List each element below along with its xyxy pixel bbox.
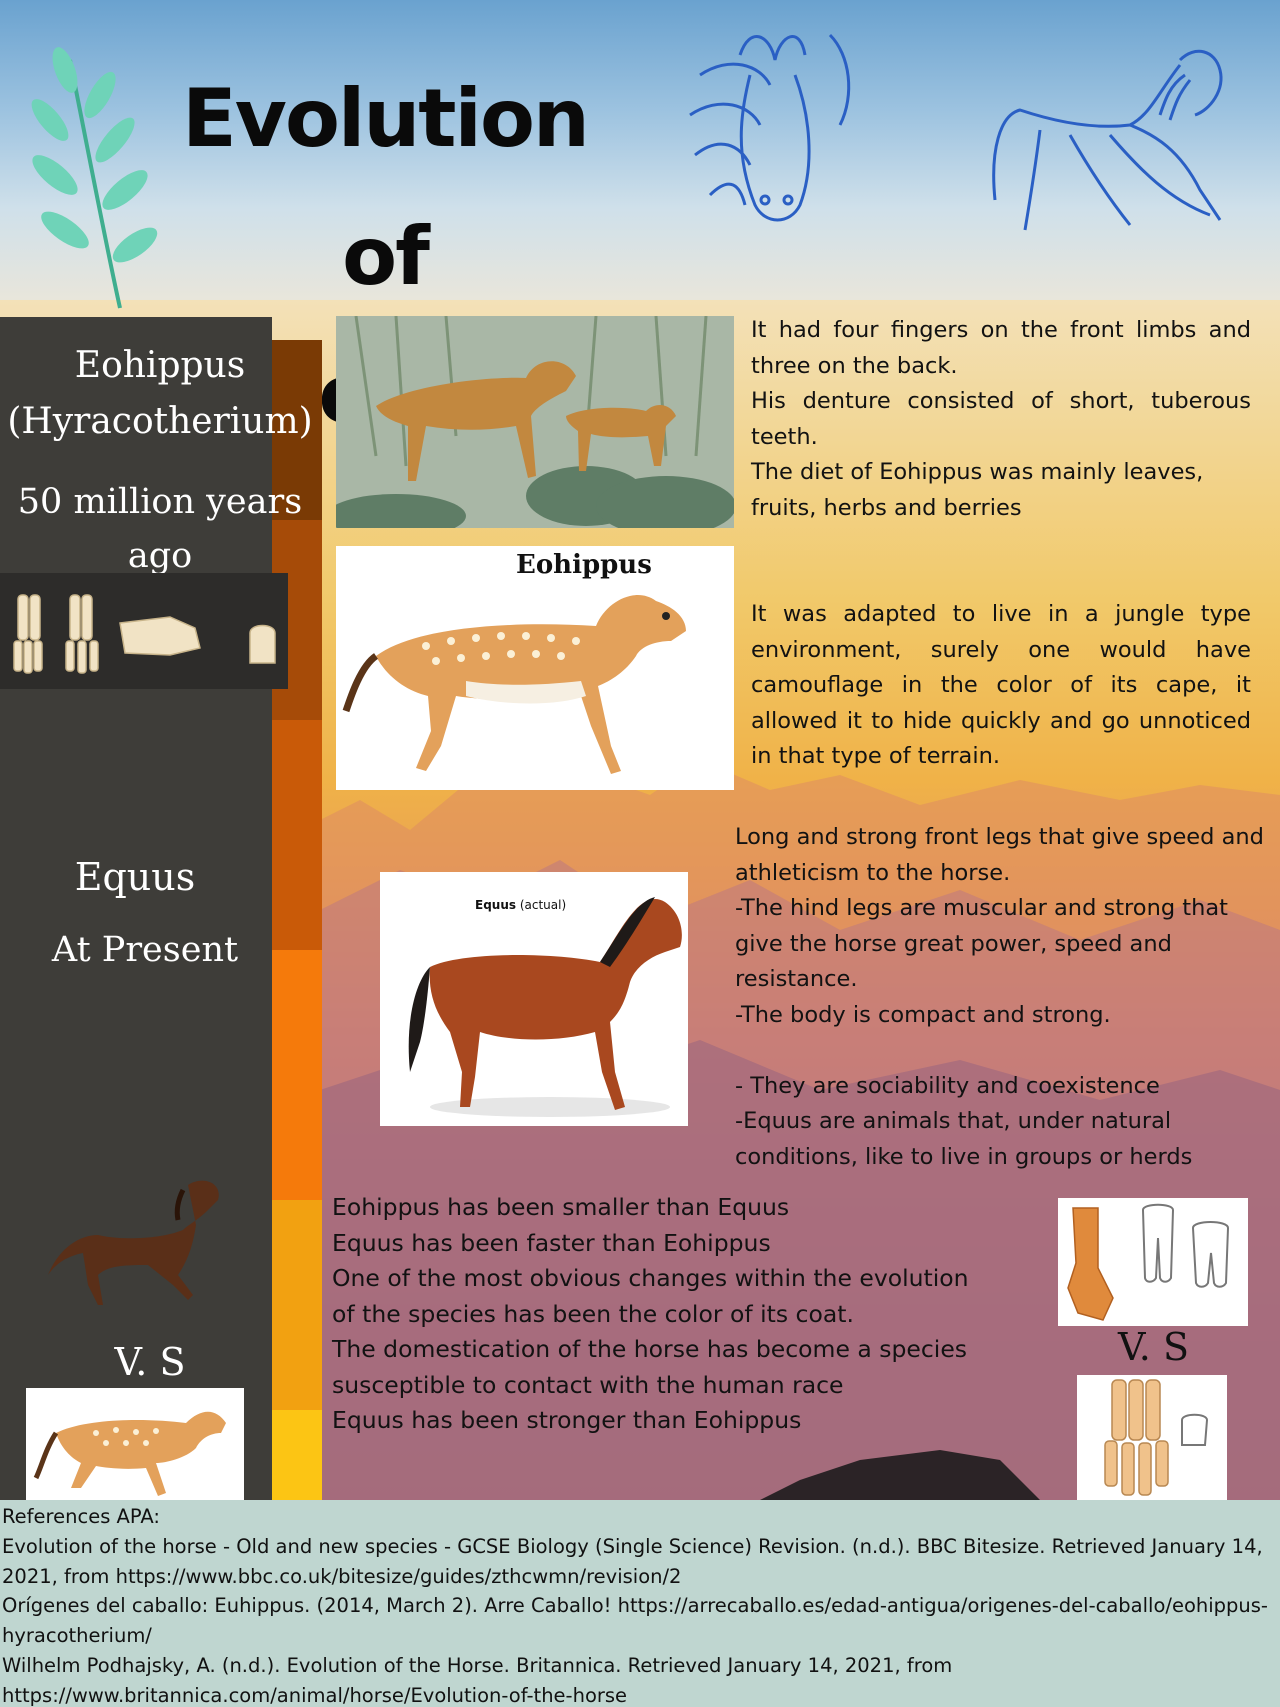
eohippus-age — [0, 475, 320, 583]
eohippus-small-image — [26, 1388, 244, 1502]
comparison-coat: One of the most obvious changes within the evolution of the species has been the color of its coat. — [332, 1264, 969, 1328]
title-line-1: Evolution of — [182, 72, 588, 303]
references-section — [0, 1500, 1280, 1707]
vs-right-label: V. S — [1118, 1325, 1189, 1369]
eohippus-illustration — [336, 546, 734, 790]
eohippus-image-caption: Eohippus — [516, 550, 652, 580]
eohippus-bones-image — [0, 573, 288, 689]
reference-item: Wilhelm Podhajsky, A. (n.d.). Evolution of the Horse. Britannica. Retrieved January 14, 2021, from https://www.britannica.com/animal/horse/Evolution-of-the-horse — [2, 1653, 953, 1707]
equus-bones-image — [1058, 1198, 1248, 1326]
eohippus-fact-teeth: His denture consisted of short, tuberous teeth. — [751, 388, 1251, 450]
eohippus-name-line-1: Eohippus — [74, 345, 246, 386]
brown-horse-image — [38, 1165, 238, 1315]
equus-fact-front-legs: Long and strong front legs that give speed and athleticism to the horse. — [735, 824, 1264, 886]
reference-item: Orígenes del caballo: Euhippus. (2014, March 2). Arre Caballo! https://arrecaballo.es/edad-antigua/origenes-del-caballo/eohippus-hyracotherium/ — [2, 1594, 1268, 1648]
eohippus-name-line-2: (Hyracotherium) — [7, 401, 313, 442]
comparison-domestication: The domestication of the horse has become a species susceptible to contact with the human race — [332, 1335, 968, 1399]
equus-illustration — [380, 872, 688, 1126]
eohippus-fact-diet: The diet of Eohippus was mainly leaves, fruits, herbs and berries — [751, 459, 1204, 521]
equus-fact-hind-legs: -The hind legs are muscular and strong that give the horse great power, speed and resistance. — [735, 895, 1228, 992]
equus-image-caption — [475, 898, 566, 912]
reference-item: Evolution of the horse - Old and new species - GCSE Biology (Single Science) Revision. (n.d.). BBC Bitesize. Retrieved January 14, 2021, from https://www.bbc.co.uk/bitesize/guides/zthcwmn/revision/2 — [2, 1534, 1263, 1588]
comparison-speed: Equus has been faster than Eohippus — [332, 1228, 771, 1257]
equus-fact-sociability: - They are sociability and coexistence — [735, 1072, 1160, 1099]
eohippus-description — [751, 313, 1251, 526]
equus-fact-body: -The body is compact and strong. — [735, 1001, 1111, 1028]
eohippus-fact-limbs: It had four fingers on the front limbs and three on the back. — [751, 317, 1251, 379]
eohippus-age-line-1: 50 million years — [17, 482, 303, 522]
eohippus-age-line-2: ago — [127, 536, 193, 576]
eohippus-foot-bones-image — [1077, 1375, 1227, 1502]
comparison-strength: Equus has been stronger than Eohippus — [332, 1406, 802, 1434]
equus-name: Equus — [74, 855, 196, 899]
running-horse-sketch-icon — [980, 40, 1250, 255]
equus-age: At Present — [51, 930, 239, 970]
equus-caption-bold: Equus — [475, 898, 517, 912]
horse-head-sketch-icon — [680, 15, 870, 245]
eohippus-habitat-image — [336, 316, 734, 528]
eohippus-habitat-description: It was adapted to live in a jungle type environment, surely one would have camouflage in the color of its cape, it allowed it to hide quickly and go unnoticed in that type of terrain. — [751, 601, 1251, 769]
eohippus-name — [0, 338, 320, 450]
equus-description — [735, 820, 1265, 1175]
comparison-list — [332, 1190, 1022, 1439]
equus-fact-herds: -Equus are animals that, under natural conditions, like to live in groups or herds — [735, 1108, 1193, 1170]
references-heading: References APA: — [2, 1505, 160, 1528]
vs-left-label: V. S — [114, 1340, 186, 1384]
equus-caption-rest: (actual) — [516, 898, 567, 912]
equus-spacer — [735, 1033, 1265, 1069]
comparison-size: Eohippus has been smaller than Equus — [332, 1193, 790, 1221]
